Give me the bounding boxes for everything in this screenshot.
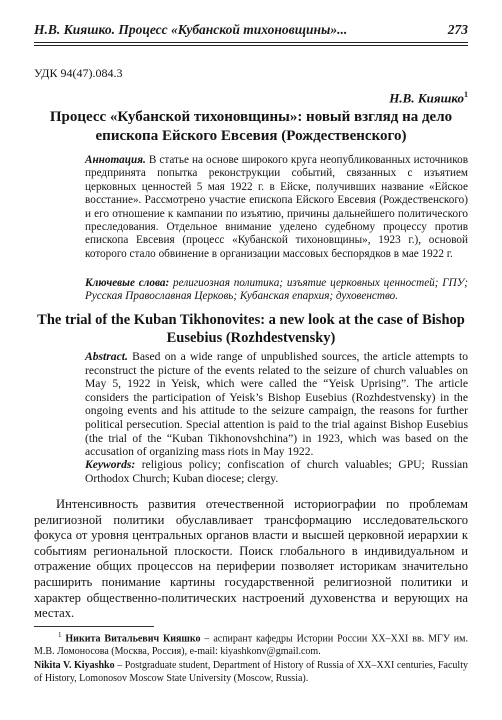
keywords-en xyxy=(85,458,468,485)
running-head xyxy=(34,16,468,38)
body-paragraph: Интенсивность развития отечественной историографии по проблемам религиозной политики обуславливает трансформацию исследовательского фокуса от уровня центральных органов власти и высшей церковной иерархии к событиям региональной плоскости. Поиск глобального в индивидуальном и отражение общих процессов на периферии позволяет историкам значительно расширить понимание картины государственной религиозной политики и характер общественно-политических настроений духовенства и верующих на местах. xyxy=(34,497,468,621)
footnote-en-text: – Postgraduate student, Department of History of Russia of XX–XXI centuries, Faculty of History, Lomonosov Moscow State University (Moscow, Russia). xyxy=(34,660,468,684)
author-footnote-mark: 1 xyxy=(464,90,468,99)
footnote-ru xyxy=(34,629,468,659)
author-name: Н.В. Кияшко xyxy=(389,90,464,106)
footnote-en xyxy=(34,660,468,685)
abstract-ru xyxy=(85,154,468,261)
article-title-en: The trial of the Kuban Tikhonovites: a new look at the case of Bishop Eusebius (Rozhdestvensky) xyxy=(37,312,465,346)
footnote-en-name: Nikita V. Kiyashko xyxy=(34,660,115,671)
keywords-en-text: religious policy; confiscation of church valuables; GPU; Russian Orthodox Church; Kuban diocese; clergy. xyxy=(85,458,468,485)
running-head-title: Н.В. Кияшко. Процесс «Кубанской тихоновщины»... xyxy=(34,22,348,37)
abstract-ru-text: В статье на основе широкого круга неопубликованных источников предпринята попытка реконструкции событий, связанных с изъятием церковных ценностей 5 мая 1922 г. в Ейске, получивших название «Ейское восстание». Рассмотрено участие епископа Ейского Евсевия (Рождественского) и его отношение к кампании по изъятию, причины дальнейшего политического преследования. Отдельное внимание уделено судебному процессу против епископа Евсевия (процесс «Кубанской тихоновщины», 1923 г.), основой которого стало обвинение в организации массовых беспорядков в мае 1922 г. xyxy=(85,154,468,260)
footnote-ru-text: – аспирант кафедры Истории России XX–XXI вв. МГУ им. М.В. Ломоносова (Москва, Россия), e-mail: kiyashkonv@gmail.com. xyxy=(34,633,468,657)
udk-code: УДК 94(47).084.3 xyxy=(34,66,123,80)
footnote-separator xyxy=(34,626,154,627)
keywords-ru-text: религиозная политика; изъятие церковных ценностей; ГПУ; Русская Православная Церковь; Кубанская епархия; духовенство. xyxy=(85,277,468,303)
header-rule-thin xyxy=(34,45,468,46)
abstract-en xyxy=(85,350,468,459)
footnote-mark: 1 xyxy=(58,631,62,639)
header-rule-thick xyxy=(34,42,468,43)
article-title-ru: Процесс «Кубанской тихоновщины»: новый взгляд на дело епископа Ейского Евсевия (Рождественского) xyxy=(49,109,453,144)
abstract-ru-lead: Аннотация. xyxy=(85,154,146,166)
keywords-en-lead: Keywords: xyxy=(85,458,136,471)
abstract-en-text: Based on a wide range of unpublished sources, the article attempts to reconstruct the picture of the events related to the seizure of church valuables on May 5, 1922 in Yeisk, which were called the “Yeisk Uprising”. The article considers the participation of Yeisk’s Bishop Eusebius (Rozhdestvensky) in the ongoing events and his attitude to the seizure campaign, the reasons for further political persecution. Special attention is paid to the trial against Bishop Eusebius (the trial of the “Kuban Tikhonovshchina”) in 1923, which was based on the accusation of organizing mass riots in May 1922. xyxy=(85,350,468,459)
page-number: 273 xyxy=(447,22,468,37)
author-name-heading xyxy=(389,90,468,106)
keywords-ru xyxy=(85,277,468,304)
abstract-en-lead: Abstract. xyxy=(85,350,128,363)
footnote-ru-name: Никита Витальевич Кияшко xyxy=(65,633,201,645)
keywords-ru-lead: Ключевые слова: xyxy=(85,277,170,289)
